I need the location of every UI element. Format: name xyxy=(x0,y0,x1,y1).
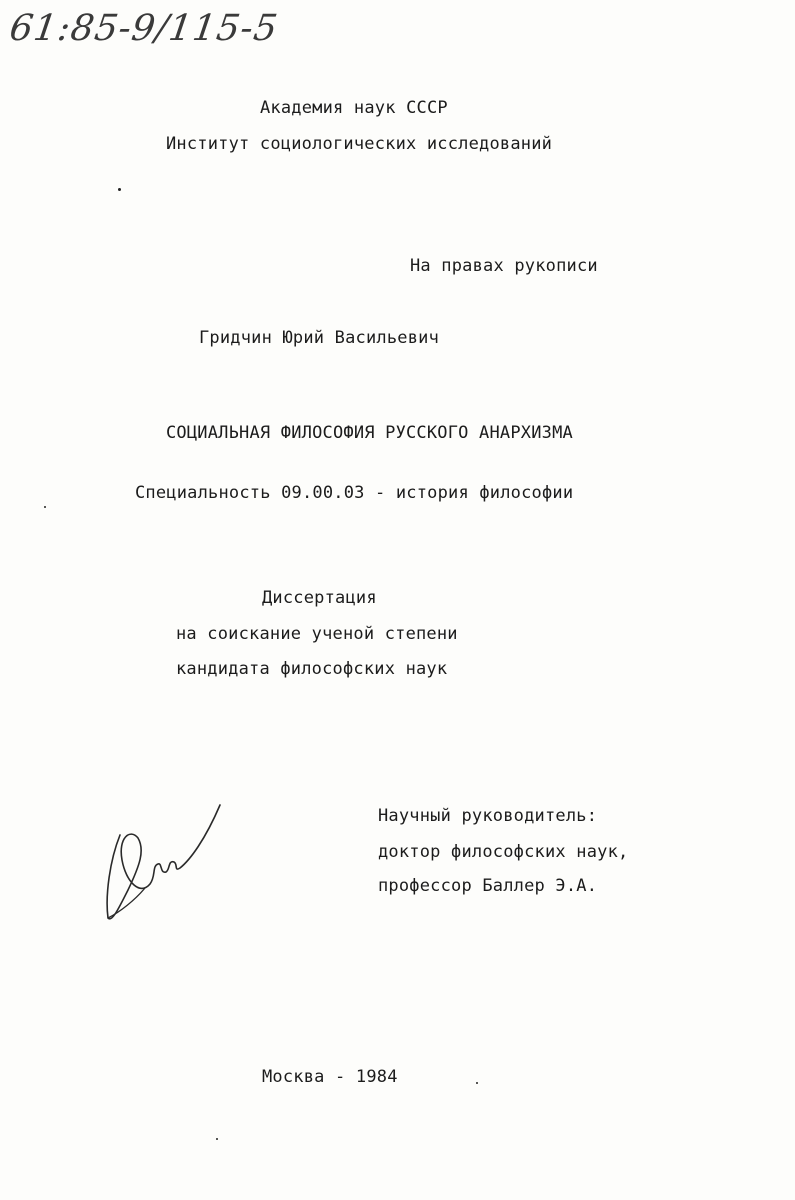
paper-speck xyxy=(118,188,121,191)
supervisor-label: Научный руководитель: xyxy=(378,806,598,826)
dissertation-label: Диссертация xyxy=(262,588,377,608)
paper-speck xyxy=(476,1082,478,1084)
degree-line: на соискание ученой степени xyxy=(176,624,458,644)
manuscript-rights: На правах рукописи xyxy=(410,256,598,276)
author-name: Гридчин Юрий Васильевич xyxy=(199,328,440,348)
supervisor-signature xyxy=(100,800,230,925)
institute-name: Институт социологических исследований xyxy=(166,134,553,154)
supervisor-name: профессор Баллер Э.А. xyxy=(378,876,598,896)
academy-name: Академия наук СССР xyxy=(260,98,448,118)
supervisor-degree: доктор философских наук, xyxy=(378,842,629,862)
place-and-year: Москва - 1984 xyxy=(262,1067,398,1087)
paper-speck xyxy=(44,506,46,508)
specialty: Специальность 09.00.03 - история философии xyxy=(135,483,574,503)
archive-code: 61:85-9/115-5 xyxy=(7,8,281,49)
paper-speck xyxy=(216,1138,218,1140)
dissertation-title: СОЦИАЛЬНАЯ ФИЛОСОФИЯ РУССКОГО АНАРХИЗМА xyxy=(166,423,573,443)
degree-field: кандидата философских наук xyxy=(176,659,448,679)
